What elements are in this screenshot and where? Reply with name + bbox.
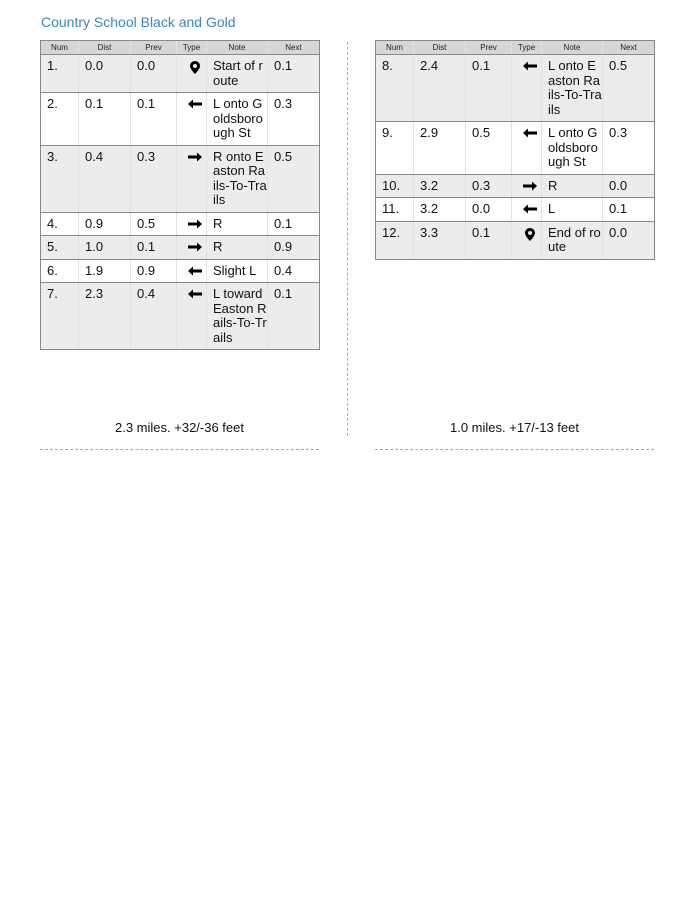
header-note: Note [542,41,603,55]
column-divider [347,42,348,436]
cue-dist: 0.1 [79,93,131,146]
cue-type [512,174,542,198]
table-row [41,55,320,93]
cue-dist: 1.9 [79,259,131,283]
cue-num: 5. [41,236,79,260]
route-summary-left: 2.3 miles. +32/-36 feet [115,420,244,435]
header-type: Type [177,41,207,55]
cue-type [177,236,207,260]
cue-type [512,198,542,222]
cue-num: 8. [376,55,414,122]
cue-type [177,93,207,146]
table-row [41,145,320,212]
table-row [41,212,320,236]
cue-type [512,122,542,175]
cue-type [177,145,207,212]
table-row [376,174,655,198]
cue-num: 4. [41,212,79,236]
route-summary-right: 1.0 miles. +17/-13 feet [450,420,579,435]
cue-next: 0.4 [268,259,320,283]
cue-type [177,259,207,283]
cue-num: 11. [376,198,414,222]
page-title: Country School Black and Gold [41,14,236,30]
cue-type [512,221,542,259]
cue-note: L [542,198,603,222]
cue-num: 10. [376,174,414,198]
cue-dist: 2.4 [414,55,466,122]
header-next: Next [603,41,655,55]
cue-prev: 0.1 [131,236,177,260]
right-arrow-icon [183,219,206,229]
right-arrow-icon [183,152,206,162]
cue-num: 3. [41,145,79,212]
table-row [41,236,320,260]
cue-dist: 0.0 [79,55,131,93]
cue-next: 0.1 [268,212,320,236]
cue-prev: 0.0 [131,55,177,93]
cue-num: 12. [376,221,414,259]
right-arrow-icon [518,181,541,191]
cue-prev: 0.9 [131,259,177,283]
cue-note: L onto Goldsborough St [542,122,603,175]
right-arrow-icon [183,242,206,252]
cue-note: R [207,212,268,236]
cue-next: 0.5 [603,55,655,122]
left-arrow-icon [518,204,541,214]
cue-dist: 2.9 [414,122,466,175]
cue-sheet-left [40,40,319,350]
cue-table-right [375,40,655,260]
left-arrow-icon [518,61,541,71]
table-row [376,122,655,175]
cue-note: R onto Easton Rails-To-Trails [207,145,268,212]
cue-next: 0.5 [268,145,320,212]
cue-prev: 0.1 [131,93,177,146]
cue-rows-left [41,55,320,350]
cue-note: R [207,236,268,260]
cue-type [177,55,207,93]
cue-num: 1. [41,55,79,93]
cue-next: 0.3 [268,93,320,146]
cue-note: L onto Goldsborough St [207,93,268,146]
table-row [376,198,655,222]
header-dist: Dist [414,41,466,55]
cue-note: Slight L [207,259,268,283]
table-row [41,259,320,283]
cue-table-left [40,40,320,350]
header-prev: Prev [131,41,177,55]
header-num: Num [376,41,414,55]
table-row [376,221,655,259]
cue-next: 0.0 [603,221,655,259]
cue-prev: 0.5 [466,122,512,175]
table-row [41,93,320,146]
cue-dist: 1.0 [79,236,131,260]
cue-dist: 0.9 [79,212,131,236]
cue-next: 0.0 [603,174,655,198]
pin-icon [518,228,541,241]
header-prev: Prev [466,41,512,55]
table-row [376,55,655,122]
cue-num: 7. [41,283,79,350]
cue-num: 9. [376,122,414,175]
table-header-row [376,41,655,55]
cue-next: 0.3 [603,122,655,175]
cue-note: Start of route [207,55,268,93]
cue-rows-right [376,55,655,260]
cue-prev: 0.1 [466,55,512,122]
cue-prev: 0.3 [131,145,177,212]
header-dist: Dist [79,41,131,55]
left-arrow-icon [183,266,206,276]
header-note: Note [207,41,268,55]
cue-type [512,55,542,122]
left-arrow-icon [183,99,206,109]
cue-prev: 0.3 [466,174,512,198]
cue-dist: 2.3 [79,283,131,350]
cue-type [177,283,207,350]
cue-dist: 3.3 [414,221,466,259]
cue-note: End of route [542,221,603,259]
left-arrow-icon [518,128,541,138]
cue-next: 0.9 [268,236,320,260]
cue-dist: 3.2 [414,198,466,222]
pin-icon [183,61,206,74]
cue-prev: 0.4 [131,283,177,350]
header-num: Num [41,41,79,55]
cue-num: 2. [41,93,79,146]
cue-note: L onto Easton Rails-To-Trails [542,55,603,122]
cue-type [177,212,207,236]
cue-note: R [542,174,603,198]
table-header-row [41,41,320,55]
cue-note: L toward Easton Rails-To-Trails [207,283,268,350]
footer-rule-left [40,449,319,450]
footer-rule-right [375,449,654,450]
header-type: Type [512,41,542,55]
cue-prev: 0.5 [131,212,177,236]
cue-dist: 3.2 [414,174,466,198]
cue-next: 0.1 [268,55,320,93]
cue-next: 0.1 [268,283,320,350]
cue-sheet-right [375,40,654,260]
cue-num: 6. [41,259,79,283]
cue-next: 0.1 [603,198,655,222]
cue-prev: 0.0 [466,198,512,222]
cue-dist: 0.4 [79,145,131,212]
cue-prev: 0.1 [466,221,512,259]
left-arrow-icon [183,289,206,299]
table-row [41,283,320,350]
header-next: Next [268,41,320,55]
